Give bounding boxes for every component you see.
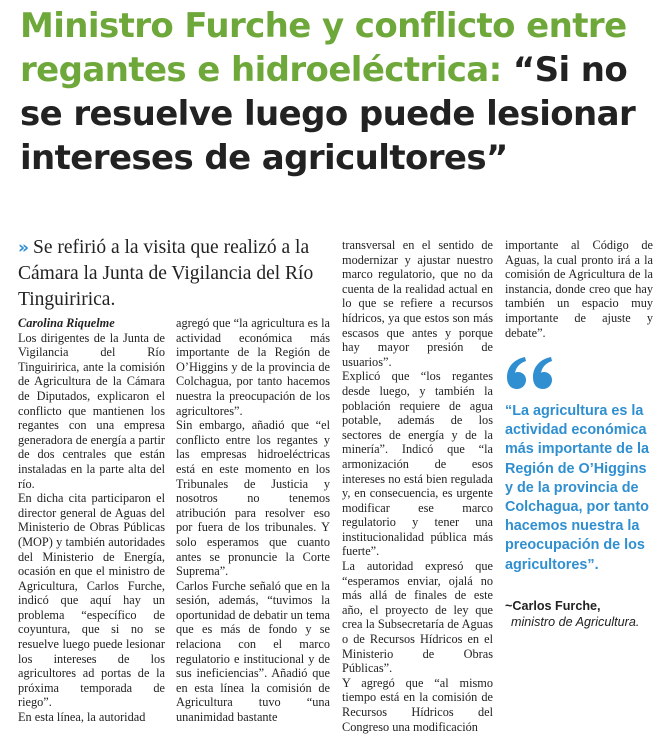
column-3	[342, 238, 493, 734]
quote-attribution	[505, 598, 655, 630]
column-2	[176, 316, 330, 725]
byline: Carolina Riquelme	[18, 316, 115, 330]
paragraph: Sin embargo, añadió que “el conflicto entre los regantes y las empresas hidroeléctricas está en este momento en los Tribunales de Justicia y nosotros no tenemos atribución para resolver eso por fuera de los tribunales. Y solo esperamos que cuanto antes se pronuncie la Corte Suprema”.	[176, 418, 330, 579]
lead-text: Se refirió a la visita que realizó a la Cámara la Junta de Vigilancia del Río Tinguiririca.	[18, 237, 314, 310]
quote-author-name: ~Carlos Furche,	[505, 599, 601, 613]
quote-author-role: ministro de Agricultura.	[511, 615, 640, 629]
paragraph: En esta línea, la autoridad	[18, 710, 146, 725]
column-4	[505, 238, 653, 340]
quote-icon	[505, 355, 553, 391]
paragraph: Explicó que “los regantes desde luego, y también la población requiere de agua potable, además de los sectores de energía y de la minería”. Indicó que “la armonización de esos intereses no está bien regulada y, en consecuencia, es urgente modificar ese marco regulatorio y tener una institucionalidad pública más fuerte”.	[342, 369, 493, 559]
headline-green-part: Ministro Furche y conflicto entre regantes e hidroeléctrica:	[20, 6, 627, 90]
paragraph: Carlos Furche señaló que en la sesión, además, “tuvimos la oportunidad de debatir un tema que es más de fondo y se relaciona con el marco regulatorio e institucional y de sus ineficiencias”. Añadió que en esta línea la comisión de Agricultura tuvo “una unanimidad bastante	[176, 578, 330, 725]
column-1	[18, 316, 165, 725]
paragraph: agregó que “la agricultura es la actividad económica más importante de la Región de O’Higgins y de la provincia de Colchagua, por tanto hacemos nuestra la preocupación de los agricultores”.	[176, 316, 330, 418]
lead-marker-icon: »	[18, 238, 29, 258]
paragraph: La autoridad expresó que “esperamos enviar, ojalá no más allá de finales de este año, el proyecto de ley que crea la Subsecretaría de Aguas o de Recursos Hídricos en el Ministerio de Obras Públicas”.	[342, 559, 493, 676]
paragraph: transversal en el sentido de modernizar y ajustar nuestro marco regulatorio, que no da cuenta de la realidad actual en lo que se refiere a recursos hídricos, ya que estos son más escasos que antes y porque hay mayor presión de usuarios”.	[342, 238, 493, 369]
lead-paragraph	[18, 235, 328, 313]
paragraph: Y agregó que “al mismo tiempo está en la comisión de Recursos Hídricos del Congreso una modificación	[342, 675, 493, 734]
pull-quote: “La agricultura es la actividad económica más importante de la Región de O’Higgins y de la provincia de Colchagua, por tanto hacemos nuestra la preocupación de los agricultores”.	[505, 403, 649, 573]
paragraph: Los dirigentes de la Junta de Vigilancia del Río Tinguiririca, ante la comisión de Agricultura de la Cámara de Diputados, explicaron el conflicto que mantienen los regantes con una empresa generadora de energía a partir de dos centrales que están instaladas en la parte alta del río.	[18, 330, 165, 491]
paragraph: importante al Código de Aguas, la cual pronto irá a la comisión de Agricultura de la instancia, donde creo que hay también un espacio muy importante de ajuste y debate”.	[505, 238, 653, 340]
headline-quote-part: “Si no se resuelve luego puede lesionar intereses de agricultores”	[20, 50, 636, 178]
paragraph: En dicha cita participaron el director general de Aguas del Ministerio de Obras Públicas (MOP) y también autoridades del Ministerio de Energía, ocasión en que el ministro de Agricultura, Carlos Furche, indicó que aquí hay un problema “específico de coyuntura, que si no se resuelve luego puede lesionar los intereses de los agricultores ad portas de la próxima temporada de riego”.	[18, 491, 165, 710]
headline	[20, 4, 650, 180]
